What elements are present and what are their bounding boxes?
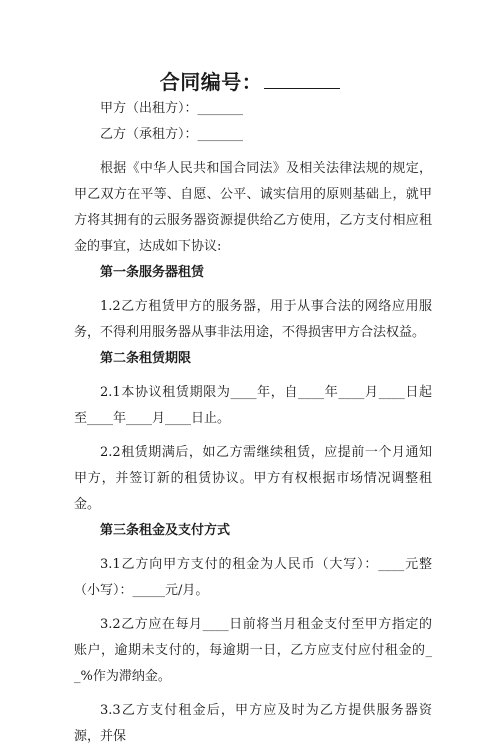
party-b-line: 乙方（承租方）：_______ bbox=[100, 127, 244, 142]
section-2-heading: 第二条租赁期限 bbox=[100, 351, 192, 366]
section-1-paragraph-1: 1.2乙方租赁甲方的服务器，用于从事合法的网络应用服务，不得利用服务器从事非法用途，不得损害甲方合法权益。 bbox=[74, 299, 432, 340]
party-a-line: 甲方（出租方）：_______ bbox=[100, 101, 244, 116]
contract-body bbox=[74, 96, 432, 750]
section-2-paragraph-1: 2.1本协议租赁期限为____年，自____年____月____日起至____年____月____日止。 bbox=[74, 385, 432, 426]
contract-title-text: 合同编号： bbox=[159, 70, 263, 94]
section-3-heading: 第三条租金及支付方式 bbox=[100, 523, 231, 538]
section-3-paragraph-2: 3.2乙方应在每月____日前将当月租金支付至甲方指定的账户，逾期未支付的，每逾期一日，乙方应支付应付租金的__%作为滞纳金。 bbox=[74, 617, 432, 684]
section-1-heading: 第一条服务器租赁 bbox=[100, 265, 205, 280]
section-3-paragraph-1: 3.1乙方向甲方支付的租金为人民币（大写）：____元整（小写）：_____元/月。 bbox=[74, 557, 432, 598]
contract-title bbox=[0, 68, 500, 96]
intro-paragraph: 根据《中华人民共和国合同法》及相关法律法规的规定，甲乙双方在平等、自愿、公平、诚实信用的原则基础上，就甲方将其拥有的云服务器资源提供给乙方使用，乙方支付相应租金的事宜，达成如下协议: bbox=[74, 161, 432, 254]
section-2-paragraph-2: 2.2租赁期满后，如乙方需继续租赁，应提前一个月通知甲方，并签订新的租赁协议。甲方有权根据市场情况调整租金。 bbox=[74, 445, 432, 512]
section-3-paragraph-3: 3.3乙方支付租金后，甲方应及时为乙方提供服务器资源，并保 bbox=[74, 703, 432, 744]
contract-number-blank bbox=[264, 70, 340, 89]
